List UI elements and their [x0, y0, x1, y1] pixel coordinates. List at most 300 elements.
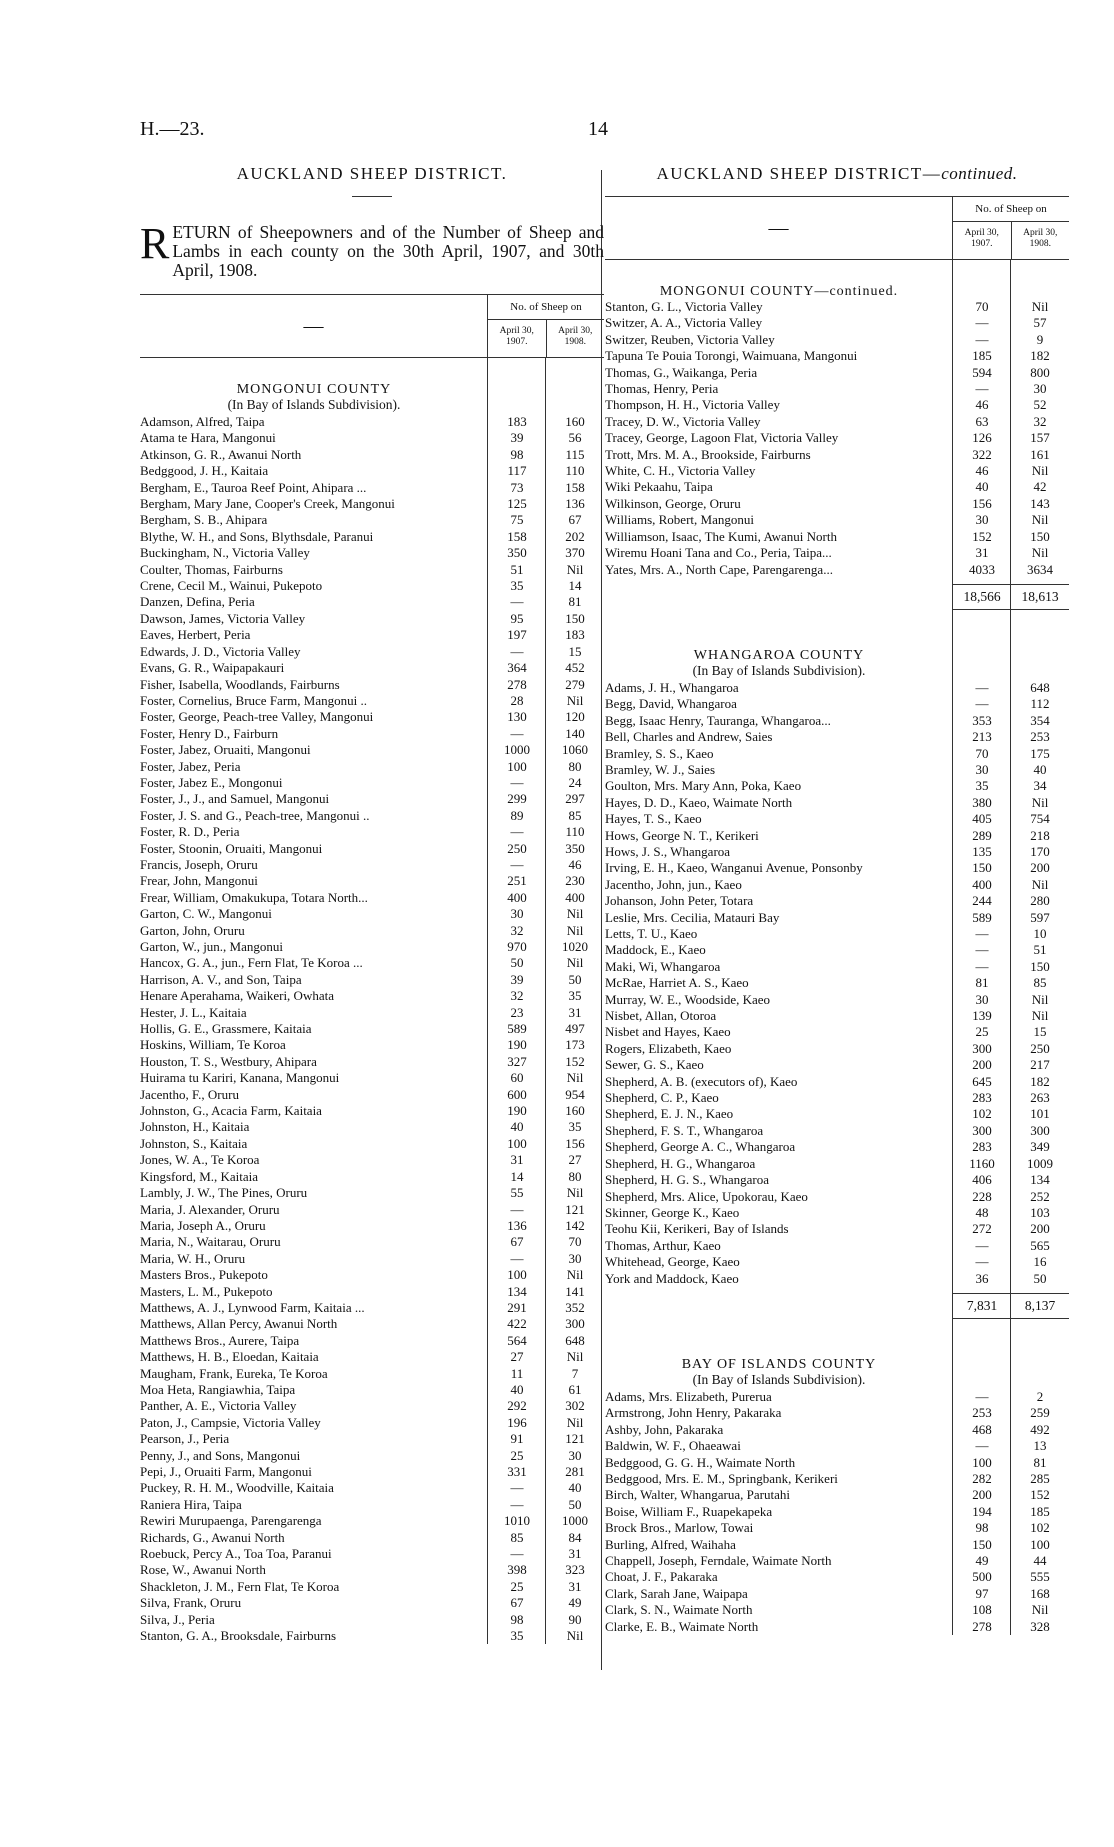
sheep-1907: — — [510, 856, 524, 872]
owner-name: Wiki Pekaahu, Taipa — [605, 479, 713, 495]
sheep-1907: 98 — [510, 446, 524, 462]
sheep-1908: 121 — [565, 1431, 585, 1447]
table-row — [605, 1123, 1069, 1139]
sheep-1908: 115 — [565, 446, 585, 462]
table-row — [140, 808, 604, 824]
table-row — [140, 1005, 604, 1021]
sheep-1908: Nil — [566, 561, 584, 577]
table-row — [605, 942, 1069, 958]
table-row — [605, 1156, 1069, 1172]
sheep-1908: 42 — [1033, 479, 1047, 495]
sheep-1908: 150 — [1030, 958, 1050, 974]
sheep-1907: 75 — [510, 512, 524, 528]
sheep-1908: 328 — [1030, 1618, 1050, 1634]
sheep-1907: 645 — [972, 1073, 992, 1089]
sheep-1907: 98 — [510, 1611, 524, 1627]
sheep-1908: 35 — [568, 1119, 582, 1135]
owner-name: Harrison, A. V., and Son, Taipa — [140, 971, 302, 987]
sheep-1907: 150 — [972, 860, 992, 876]
table-row — [140, 529, 604, 545]
table-row — [605, 414, 1069, 430]
header-1907: April 30, 1907. — [964, 228, 999, 249]
table-header-right — [605, 196, 1069, 260]
section-title: WHANGAROA COUNTY — [693, 647, 865, 663]
sheep-1907: 194 — [972, 1503, 992, 1519]
table-row — [605, 1520, 1069, 1536]
table-row — [140, 939, 604, 955]
sheep-1907: 150 — [972, 1536, 992, 1552]
sheep-1908: Nil — [1031, 876, 1049, 892]
sheep-1907: 468 — [972, 1421, 992, 1437]
table-row — [605, 795, 1069, 811]
sheep-1908: Nil — [1031, 1602, 1049, 1618]
sheep-1907: — — [510, 643, 524, 659]
sheep-1908: 100 — [1030, 1536, 1050, 1552]
sheep-1907: 134 — [507, 1283, 527, 1299]
header-1908: April 30, 1908. — [546, 320, 605, 357]
table-row — [140, 1497, 604, 1513]
table-row — [605, 1024, 1069, 1040]
sheep-1908: 954 — [565, 1086, 585, 1102]
table-row — [140, 677, 604, 693]
owner-name: Thomas, Arthur, Kaeo — [605, 1237, 721, 1253]
sheep-1907: 40 — [510, 1119, 524, 1135]
table-row — [605, 529, 1069, 545]
sheep-1908: Nil — [566, 906, 584, 922]
owner-name: Maugham, Frank, Eureka, Te Koroa — [140, 1365, 328, 1381]
owner-name: Bergham, S. B., Ahipara — [140, 512, 268, 528]
table-row — [605, 430, 1069, 446]
sheep-1908: Nil — [566, 955, 584, 971]
table-row — [605, 729, 1069, 745]
sheep-1907: 85 — [510, 1529, 524, 1545]
sheep-1907: 31 — [975, 545, 989, 561]
owner-name: Raniera Hira, Taipa — [140, 1496, 242, 1512]
sheep-1908: 44 — [1033, 1553, 1047, 1568]
sheep-1907: 564 — [507, 1332, 527, 1348]
intro-paragraph — [140, 219, 604, 280]
owner-name: Buckingham, N., Victoria Valley — [140, 545, 310, 561]
table-row — [140, 1284, 604, 1300]
sheep-1907: 299 — [507, 791, 527, 807]
table-row — [605, 348, 1069, 364]
sheep-1908: 85 — [568, 807, 582, 823]
owner-name: Roebuck, Percy A., Toa Toa, Paranui — [140, 1546, 332, 1562]
sheep-1907: 200 — [972, 1057, 992, 1073]
owner-name: Frear, John, Mangonui — [140, 873, 258, 889]
table-row — [605, 1553, 1069, 1569]
owner-name: Henare Aperahama, Waikeri, Owhata — [140, 988, 334, 1004]
owner-name: Brock Bros., Marlow, Towai — [605, 1520, 754, 1536]
sheep-1907: 40 — [975, 479, 989, 495]
sheep-1908: Nil — [566, 1185, 584, 1201]
owner-name: Burling, Alfred, Waihaha — [605, 1536, 736, 1552]
sheep-1908: 49 — [568, 1595, 582, 1611]
table-row — [605, 381, 1069, 397]
sheep-1908: Nil — [566, 1349, 584, 1365]
table-row — [140, 1070, 604, 1086]
owner-name: Matthews, Allan Percy, Awanui North — [140, 1316, 338, 1332]
owner-name: Shepherd, F. S. T., Whangaroa — [605, 1122, 764, 1138]
sheep-1908: 67 — [568, 512, 582, 528]
sheep-1907: — — [510, 1201, 524, 1217]
owner-name: Hoskins, William, Te Koroa — [140, 1037, 286, 1053]
owner-name: Maria, Joseph A., Oruru — [140, 1217, 266, 1233]
sheep-1907: 300 — [972, 1040, 992, 1056]
table-row — [140, 1628, 604, 1644]
sheep-1907: — — [510, 1480, 524, 1496]
section-subtitle: (In Bay of Islands Subdivision). — [692, 662, 866, 678]
sheep-1907: 185 — [972, 348, 992, 364]
sheep-1908: 280 — [1030, 893, 1050, 909]
sheep-1907: 278 — [972, 1618, 992, 1634]
sheep-1907: — — [975, 958, 989, 974]
owner-name: Atama te Hara, Mangonui — [140, 430, 276, 446]
sheep-1908: 349 — [1030, 1139, 1050, 1155]
sheep-1907: 251 — [507, 873, 527, 889]
sheep-1908: 80 — [568, 1168, 582, 1184]
sheep-1907: 39 — [510, 430, 524, 446]
owner-name: Houston, T. S., Westbury, Ahipara — [140, 1053, 317, 1069]
owner-name: Foster, R. D., Peria — [140, 824, 240, 840]
sheep-1908: 281 — [565, 1464, 585, 1479]
table-row — [140, 1136, 604, 1152]
sheep-1908: 202 — [565, 528, 585, 544]
table-row — [140, 1185, 604, 1201]
sheep-1907: 364 — [507, 660, 527, 676]
sheep-1907: — — [510, 1250, 524, 1266]
sheep-1907: 183 — [507, 414, 527, 429]
sheep-1907: 327 — [507, 1053, 527, 1069]
sheep-1908: 50 — [568, 1496, 582, 1512]
owner-name: Eaves, Herbert, Peria — [140, 627, 251, 643]
section-gap — [605, 610, 1069, 638]
header-no-of-sheep: No. of Sheep on — [953, 197, 1069, 222]
owner-name: Hester, J. L., Kaitaia — [140, 1004, 247, 1020]
owner-name: Goulton, Mrs. Mary Ann, Poka, Kaeo — [605, 778, 802, 794]
sheep-1907: — — [975, 926, 989, 941]
owner-name: Johnston, G., Acacia Farm, Kaitaia — [140, 1103, 322, 1119]
title-rule — [352, 196, 392, 197]
table-row — [605, 1041, 1069, 1057]
sheep-1908: 27 — [568, 1152, 582, 1168]
owner-name: Maria, J. Alexander, Oruru — [140, 1201, 280, 1217]
table-row — [140, 594, 604, 610]
table-row — [140, 1103, 604, 1119]
table-row — [140, 430, 604, 446]
dropcap: R — [140, 219, 170, 268]
sheep-1907: 70 — [975, 299, 989, 314]
table-row — [605, 496, 1069, 512]
sheep-1908: 134 — [1030, 1172, 1050, 1188]
owner-name: Bedggood, G. G. H., Waimate North — [605, 1454, 796, 1470]
sheep-1907: 102 — [972, 1106, 992, 1122]
table-row — [605, 1271, 1069, 1287]
table-row — [605, 1602, 1069, 1618]
table-row — [605, 1189, 1069, 1205]
owner-name: Bell, Charles and Andrew, Saies — [605, 729, 773, 745]
table-header — [140, 294, 604, 358]
owner-name: Hancox, G. A., jun., Fern Flat, Te Koroa ... — [140, 955, 363, 971]
table-row — [140, 1333, 604, 1349]
owner-name: Maria, W. H., Oruru — [140, 1250, 246, 1266]
owner-name: Wiremu Hoani Tana and Co., Peria, Taipa... — [605, 545, 832, 561]
sheep-1908: 300 — [1030, 1122, 1050, 1138]
table-row — [605, 1074, 1069, 1090]
sheep-1908: 160 — [565, 1103, 585, 1119]
sheep-1907: 156 — [972, 495, 992, 511]
table-row — [140, 1546, 604, 1562]
sheep-1908: 143 — [1030, 495, 1050, 511]
table-row — [605, 1205, 1069, 1221]
sheep-1907: 272 — [972, 1221, 992, 1237]
sheep-1907: 100 — [972, 1454, 992, 1470]
sheep-1907: 200 — [972, 1487, 992, 1503]
table-row — [140, 759, 604, 775]
sheep-1908: 217 — [1030, 1057, 1050, 1073]
table-row — [140, 1300, 604, 1316]
sheep-1908: 46 — [568, 856, 582, 872]
sheep-1908: 400 — [565, 889, 585, 905]
sheep-1907: — — [975, 942, 989, 958]
table-row — [605, 975, 1069, 991]
owner-name: Murray, W. E., Woodside, Kaeo — [605, 991, 771, 1007]
owner-name: Teohu Kii, Kerikeri, Bay of Islands — [605, 1221, 789, 1237]
sheep-1908: 300 — [565, 1316, 585, 1332]
sheep-1907: — — [975, 696, 989, 712]
sheep-1908: 218 — [1030, 827, 1050, 843]
owner-name: Johnston, S., Kaitaia — [140, 1135, 248, 1151]
sheep-1907: 500 — [972, 1569, 992, 1585]
sheep-1908: 52 — [1033, 397, 1047, 413]
sheep-1908: 156 — [565, 1135, 585, 1151]
sheep-1908: 15 — [568, 643, 582, 659]
owner-name: Trott, Mrs. M. A., Brookside, Fairburns — [605, 446, 811, 462]
owner-name: Fisher, Isabella, Woodlands, Fairburns — [140, 676, 340, 692]
table-row — [605, 860, 1069, 876]
sheep-1908: 13 — [1033, 1438, 1047, 1454]
sheep-1908: 50 — [568, 971, 582, 987]
table-row — [605, 746, 1069, 762]
sheep-1907: 48 — [975, 1204, 989, 1220]
owner-name: Panther, A. E., Victoria Valley — [140, 1398, 297, 1414]
table-row — [140, 1464, 604, 1480]
sheep-1908: Nil — [1031, 512, 1049, 528]
owner-name: Adams, Mrs. Elizabeth, Purerua — [605, 1388, 772, 1404]
sheep-1908: 70 — [568, 1234, 582, 1250]
sheep-1907: 1000 — [504, 742, 530, 758]
owner-name: Boise, William F., Ruapekapeka — [605, 1503, 773, 1519]
owner-name: Yates, Mrs. A., North Cape, Parengarenga... — [605, 561, 833, 577]
table-row — [140, 1054, 604, 1070]
table-row — [605, 893, 1069, 909]
sheep-1908: 170 — [1030, 843, 1050, 859]
sheep-1907: 136 — [507, 1217, 527, 1233]
owner-name: Maria, N., Waitarau, Oruru — [140, 1234, 281, 1250]
sheep-1907: 282 — [972, 1470, 992, 1486]
owner-name: Switzer, A. A., Victoria Valley — [605, 315, 763, 331]
owner-name: Huirama tu Kariri, Kanana, Mangonui — [140, 1070, 340, 1086]
sheep-1908: 200 — [1030, 1221, 1050, 1237]
sheep-1908: 81 — [568, 594, 582, 610]
owner-name: Francis, Joseph, Oruru — [140, 856, 258, 872]
sheep-1907: 67 — [510, 1234, 524, 1250]
sheep-1907: 32 — [510, 922, 524, 938]
table-row — [140, 824, 604, 840]
owner-name: Thomas, Henry, Peria — [605, 381, 719, 397]
owner-name: Johnston, H., Kaitaia — [140, 1119, 250, 1135]
owner-name: Switzer, Reuben, Victoria Valley — [605, 331, 775, 347]
sheep-1907: 97 — [975, 1585, 989, 1601]
sheep-1907: 67 — [510, 1595, 524, 1611]
table-row — [605, 1471, 1069, 1487]
sheep-1908: 354 — [1030, 712, 1050, 728]
owner-name: Tracey, George, Lagoon Flat, Victoria Valley — [605, 430, 839, 446]
sheep-1907: 63 — [975, 413, 989, 429]
owner-name: York and Maddock, Kaeo — [605, 1270, 739, 1286]
sheep-1908: 152 — [1030, 1487, 1050, 1503]
sheep-1907: — — [975, 1237, 989, 1253]
sheep-1908: 140 — [565, 725, 585, 741]
sheep-1908: Nil — [566, 692, 584, 708]
sheep-1908: 30 — [568, 1250, 582, 1266]
sheep-1907: 11 — [510, 1365, 524, 1381]
sheep-1908: 10 — [1033, 926, 1047, 941]
sheep-1908: 182 — [1030, 1073, 1050, 1089]
owner-name: Rewiri Murupaenga, Parengarenga — [140, 1513, 322, 1529]
owner-name: Dawson, James, Victoria Valley — [140, 610, 306, 626]
owner-name: Baldwin, W. F., Ohaeawai — [605, 1438, 741, 1454]
owner-name: Matthews, A. J., Lynwood Farm, Kaitaia ... — [140, 1299, 365, 1315]
table-row — [605, 696, 1069, 712]
owner-name: Rogers, Elizabeth, Kaeo — [605, 1040, 732, 1056]
sheep-1908: 2 — [1036, 1388, 1044, 1404]
sheep-1907: 35 — [975, 778, 989, 794]
header-1907: April 30, 1907. — [499, 326, 534, 347]
sheep-1908: Nil — [566, 1267, 584, 1283]
owner-name: Sewer, G. S., Kaeo — [605, 1057, 704, 1073]
sheep-1907: 244 — [972, 893, 992, 909]
sheep-1907: 380 — [972, 794, 992, 810]
table-row — [140, 1382, 604, 1398]
sheep-1908: 452 — [565, 660, 585, 676]
owner-name: Irving, E. H., Kaeo, Wanganui Avenue, Ponsonby — [605, 860, 863, 876]
sheep-1907: 100 — [507, 758, 527, 774]
sheep-1907: 23 — [510, 1004, 524, 1020]
table-row — [140, 1087, 604, 1103]
sheep-1908: 9 — [1036, 331, 1044, 347]
sheep-1908: 80 — [568, 758, 582, 774]
sheep-1908: Nil — [566, 922, 584, 938]
table-row — [140, 1431, 604, 1447]
sheep-1908: 14 — [568, 578, 582, 594]
sheep-1908: 141 — [565, 1283, 585, 1299]
sheep-1908: 279 — [565, 676, 585, 692]
owner-name: Leslie, Mrs. Cecilia, Matauri Bay — [605, 909, 780, 925]
sheep-1907: — — [975, 1438, 989, 1454]
owner-name: White, C. H., Victoria Valley — [605, 463, 756, 479]
sheep-1907: 1160 — [969, 1155, 995, 1171]
sheep-1908: 110 — [565, 463, 585, 479]
table-row — [140, 660, 604, 676]
owner-name: Jacentho, John, jun., Kaeo — [605, 876, 742, 892]
table-row — [605, 1008, 1069, 1024]
owner-name: Bergham, Mary Jane, Cooper's Creek, Mangonui — [140, 496, 395, 512]
owner-name: Choat, J. F., Pakaraka — [605, 1569, 718, 1585]
sheep-1908: 32 — [1033, 413, 1047, 429]
table-row — [605, 1438, 1069, 1454]
section-title: MONGONUI COUNTY—continued. — [659, 284, 899, 299]
sheep-1908: 263 — [1030, 1090, 1050, 1106]
sheep-1908: 323 — [565, 1562, 585, 1578]
table-row — [140, 1579, 604, 1595]
sheep-1907: 73 — [510, 479, 524, 495]
sheep-1908: 101 — [1030, 1106, 1050, 1122]
table-row — [140, 545, 604, 561]
owner-name: Bramley, S. S., Kaeo — [605, 745, 714, 761]
sheep-1907: 289 — [972, 827, 992, 843]
owner-name: Danzen, Defina, Peria — [140, 594, 255, 610]
sheep-1907: — — [975, 331, 989, 347]
owner-name: Hollis, G. E., Grassmere, Kaitaia — [140, 1021, 312, 1037]
owner-name: Jacentho, F., Oruru — [140, 1086, 239, 1102]
total-1907: 7,831 — [953, 1293, 1011, 1319]
sheep-1907: — — [510, 774, 524, 790]
sheep-1908: Nil — [1031, 545, 1049, 561]
sheep-1908: 31 — [568, 1004, 582, 1020]
table-row — [605, 992, 1069, 1008]
sheep-1908: 152 — [565, 1053, 585, 1069]
table-row — [140, 1366, 604, 1382]
sheep-1908: 121 — [565, 1201, 585, 1217]
table-row — [605, 1619, 1069, 1635]
table-row — [605, 828, 1069, 844]
table-row — [605, 1422, 1069, 1438]
sheep-1907: — — [510, 594, 524, 610]
table-row — [140, 1152, 604, 1168]
sheep-1908: 160 — [565, 414, 585, 429]
owner-name: Silva, J., Peria — [140, 1611, 215, 1627]
sheep-1907: 130 — [507, 709, 527, 725]
sheep-1907: 91 — [510, 1431, 524, 1447]
sheep-1908: Nil — [566, 1070, 584, 1086]
owner-name: Crene, Cecil M., Wainui, Pukepoto — [140, 578, 323, 594]
sheep-1908: 259 — [1030, 1405, 1050, 1421]
sheep-1907: — — [975, 315, 989, 331]
sheep-1908: 253 — [1030, 729, 1050, 745]
table-row — [140, 1234, 604, 1250]
header-dash: — — [768, 216, 789, 239]
sheep-1907: 594 — [972, 364, 992, 380]
table-row — [605, 877, 1069, 893]
owner-name: Bergham, E., Tauroa Reef Point, Ahipara ... — [140, 479, 367, 495]
section-total — [605, 584, 1069, 610]
owner-name: Armstrong, John Henry, Pakaraka — [605, 1405, 782, 1421]
table-row — [605, 562, 1069, 578]
owner-name: Foster, Jabez E., Mongonui — [140, 774, 283, 790]
sheep-1908: 173 — [565, 1037, 585, 1053]
owner-name: Foster, Jabez, Peria — [140, 758, 241, 774]
section-title: BAY OF ISLANDS COUNTY — [681, 1356, 877, 1372]
owner-name: Maddock, E., Kaeo — [605, 942, 706, 958]
sheep-1907: — — [510, 824, 524, 840]
sheep-1908: 352 — [565, 1299, 585, 1315]
table-row — [605, 1537, 1069, 1553]
sheep-1907: — — [510, 1496, 524, 1512]
owner-name: Paton, J., Campsie, Victoria Valley — [140, 1414, 321, 1430]
sheep-1907: 350 — [507, 545, 527, 561]
owner-name: Bedggood, J. H., Kaitaia — [140, 463, 269, 479]
